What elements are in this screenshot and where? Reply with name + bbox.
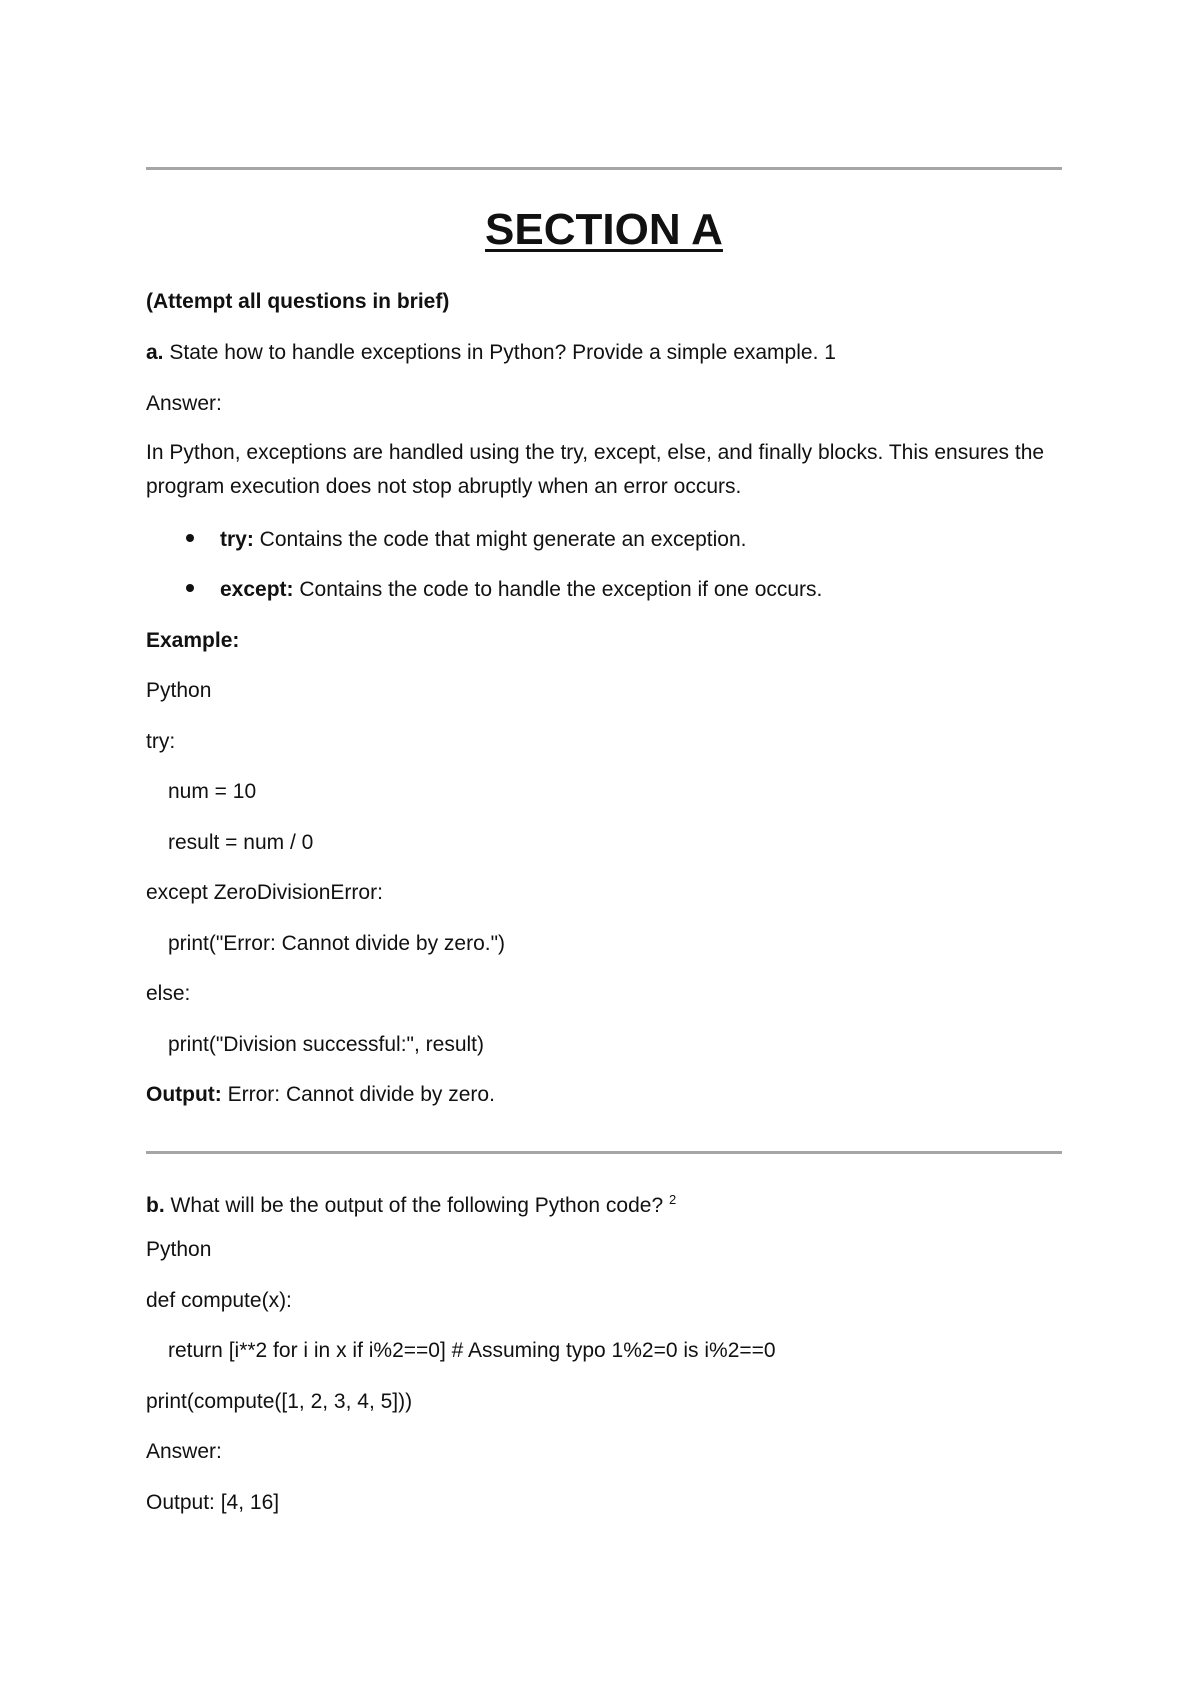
- bullet-try: [186, 527, 747, 553]
- document-page: [146, 0, 1062, 1696]
- question-a-label: a.: [146, 341, 164, 364]
- code-language-a: Python: [146, 679, 212, 702]
- code-line-a-6: else:: [146, 982, 191, 1005]
- code-language-b: Python: [146, 1238, 212, 1261]
- code-line-b-3: print(compute([1, 2, 3, 4, 5])): [146, 1390, 413, 1413]
- bullet-try-term: try:: [220, 528, 254, 551]
- question-b: [146, 1187, 676, 1219]
- section-instruction: (Attempt all questions in brief): [146, 290, 450, 313]
- output-text: Error: Cannot divide by zero.: [221, 1083, 495, 1106]
- question-a-output: [146, 1082, 495, 1108]
- code-line-b-2: return [i**2 for i in x if i%2==0] # Assuming typo 1%2=0 is i%2==0: [168, 1339, 776, 1362]
- code-line-a-2: num = 10: [168, 780, 257, 803]
- bullet-except-term: except:: [220, 578, 294, 601]
- bullet-dot-icon: [186, 534, 194, 542]
- code-line-a-7: print("Division successful:", result): [168, 1033, 484, 1056]
- code-line-b-1: def compute(x):: [146, 1289, 292, 1312]
- question-a-paragraph: In Python, exceptions are handled using the try, except, else, and finally blocks. This ensures the program execution does not stop abruptly when an error occurs.: [146, 441, 1045, 498]
- question-b-answer-label: Answer:: [146, 1440, 222, 1463]
- question-b-label: b.: [146, 1194, 165, 1217]
- bullet-try-desc: Contains the code that might generate an exception.: [253, 528, 747, 551]
- code-line-a-4: except ZeroDivisionError:: [146, 881, 383, 904]
- bullet-dot-icon: [186, 584, 194, 592]
- code-line-a-5: print("Error: Cannot divide by zero."): [168, 932, 506, 955]
- middle-divider: [146, 1151, 1062, 1154]
- question-a-text: State how to handle exceptions in Python? Provide a simple example. 1: [163, 341, 836, 364]
- question-b-text: What will be the output of the following Python code?: [164, 1194, 669, 1217]
- question-b-output: Output: [4, 16]: [146, 1491, 280, 1514]
- question-b-marks: 2: [668, 1192, 677, 1207]
- question-a: [146, 340, 836, 366]
- example-label: Example:: [146, 629, 240, 652]
- code-line-a-1: try:: [146, 730, 176, 753]
- top-divider: [146, 167, 1062, 170]
- output-label: Output:: [146, 1083, 222, 1106]
- bullet-except-desc: Contains the code to handle the exception if one occurs.: [293, 578, 823, 601]
- question-a-answer-label: Answer:: [146, 392, 222, 415]
- bullet-except: [186, 577, 822, 603]
- section-title: SECTION A: [485, 205, 723, 254]
- code-line-a-3: result = num / 0: [168, 831, 314, 854]
